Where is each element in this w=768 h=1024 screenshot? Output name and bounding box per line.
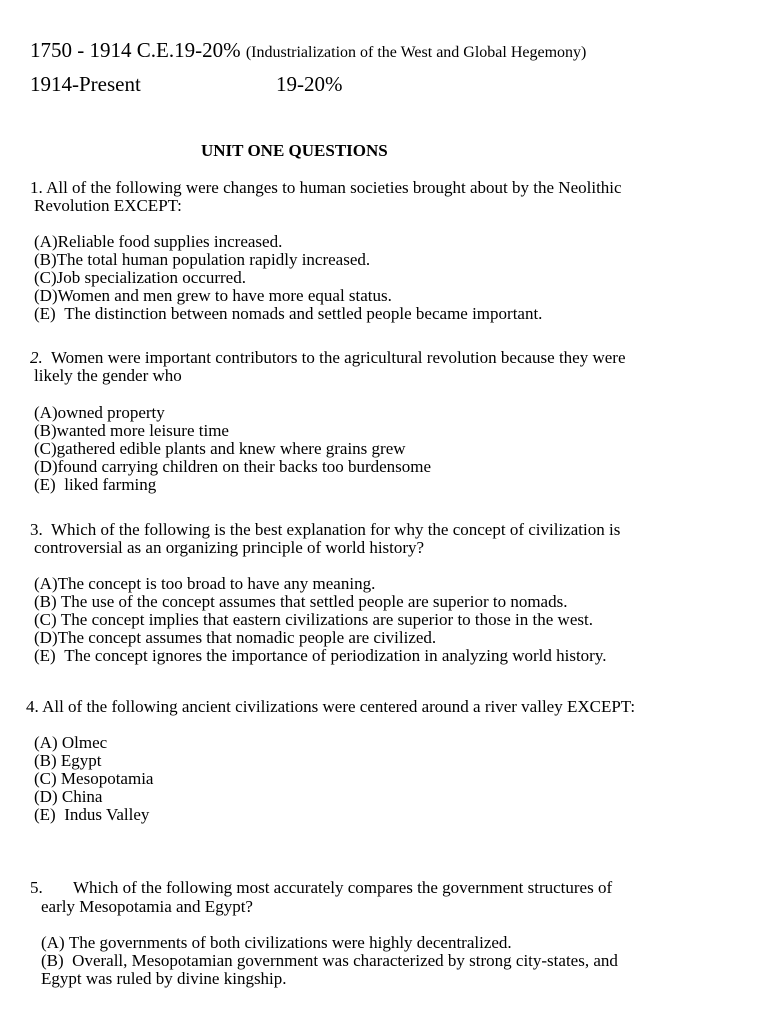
question-2 <box>30 349 626 367</box>
period-row-1 <box>30 38 586 63</box>
option-b: (B) Egypt <box>34 751 102 770</box>
question-number: 2. <box>30 348 43 367</box>
option-list <box>41 934 618 988</box>
option-list <box>34 233 542 323</box>
question-number: 4. <box>26 697 39 716</box>
period-row-2 <box>30 72 141 97</box>
option-c: (C) Mesopotamia <box>34 769 154 788</box>
question-text-cont: early Mesopotamia and Egypt? <box>41 897 253 916</box>
question-number: 3. <box>30 520 43 539</box>
question-text: Women were important contributors to the agricultural revolution because they were <box>50 348 626 367</box>
period-note: (Industrialization of the West and Global Hegemony) <box>245 44 587 61</box>
option-c: (C)Job specialization occurred. <box>34 268 246 287</box>
question-text-cont: Revolution EXCEPT: <box>34 196 182 215</box>
option-list <box>34 575 606 665</box>
option-list <box>34 404 431 494</box>
page-title: UNIT ONE QUESTIONS <box>201 141 388 160</box>
option-b: (B) The use of the concept assumes that settled people are superior to nomads. <box>34 592 568 611</box>
question-text-cont: likely the gender who <box>34 366 182 385</box>
option-a: (A)owned property <box>34 403 165 422</box>
option-b: (B)The total human population rapidly increased. <box>34 250 371 269</box>
percent-1914-present: 19-20% <box>276 72 343 96</box>
option-a: (A) The governments of both civilizations were highly decentralized. <box>41 933 512 952</box>
period-1750-1914: 1750 - 1914 C.E. <box>30 38 175 62</box>
option-b: (B) Overall, Mesopotamian government was characterized by strong city-states, and <box>41 951 618 970</box>
option-d: (D) China <box>34 787 103 806</box>
option-a: (A)Reliable food supplies increased. <box>34 232 283 251</box>
percent-1750-1914: 19-20% <box>174 38 241 62</box>
question-text-cont: controversial as an organizing principle of world history? <box>34 538 425 557</box>
period-1914-present: 1914-Present <box>30 72 141 96</box>
question-text: Which of the following most accurately compares the government structures of <box>73 878 613 897</box>
option-e: (E) liked farming <box>34 475 157 494</box>
question-text: Which of the following is the best explanation for why the concept of civilization is <box>50 520 621 539</box>
option-b-cont: Egypt was ruled by divine kingship. <box>41 969 287 988</box>
option-d: (D)found carrying children on their backs too burdensome <box>34 457 432 476</box>
option-a: (A) Olmec <box>34 733 108 752</box>
question-3 <box>30 521 620 539</box>
option-e: (E) The concept ignores the importance of periodization in analyzing world history. <box>34 646 607 665</box>
option-d: (D)The concept assumes that nomadic people are civilized. <box>34 628 437 647</box>
question-number: 1. <box>30 178 43 197</box>
option-b: (B)wanted more leisure time <box>34 421 229 440</box>
question-5 <box>30 879 43 897</box>
option-a: (A)The concept is too broad to have any meaning. <box>34 574 376 593</box>
question-number: 5. <box>30 878 43 897</box>
question-1 <box>30 179 622 197</box>
question-text: All of the following ancient civilizations were centered around a river valley EXCEPT: <box>42 697 636 716</box>
option-e: (E) Indus Valley <box>34 805 150 824</box>
option-list <box>34 734 153 824</box>
option-e: (E) The distinction between nomads and settled people became important. <box>34 304 543 323</box>
option-d: (D)Women and men grew to have more equal status. <box>34 286 392 305</box>
option-c: (C) The concept implies that eastern civilizations are superior to those in the west. <box>34 610 593 629</box>
option-c: (C)gathered edible plants and knew where grains grew <box>34 439 406 458</box>
question-text: All of the following were changes to human societies brought about by the Neolithic <box>46 178 622 197</box>
question-4 <box>26 698 635 716</box>
